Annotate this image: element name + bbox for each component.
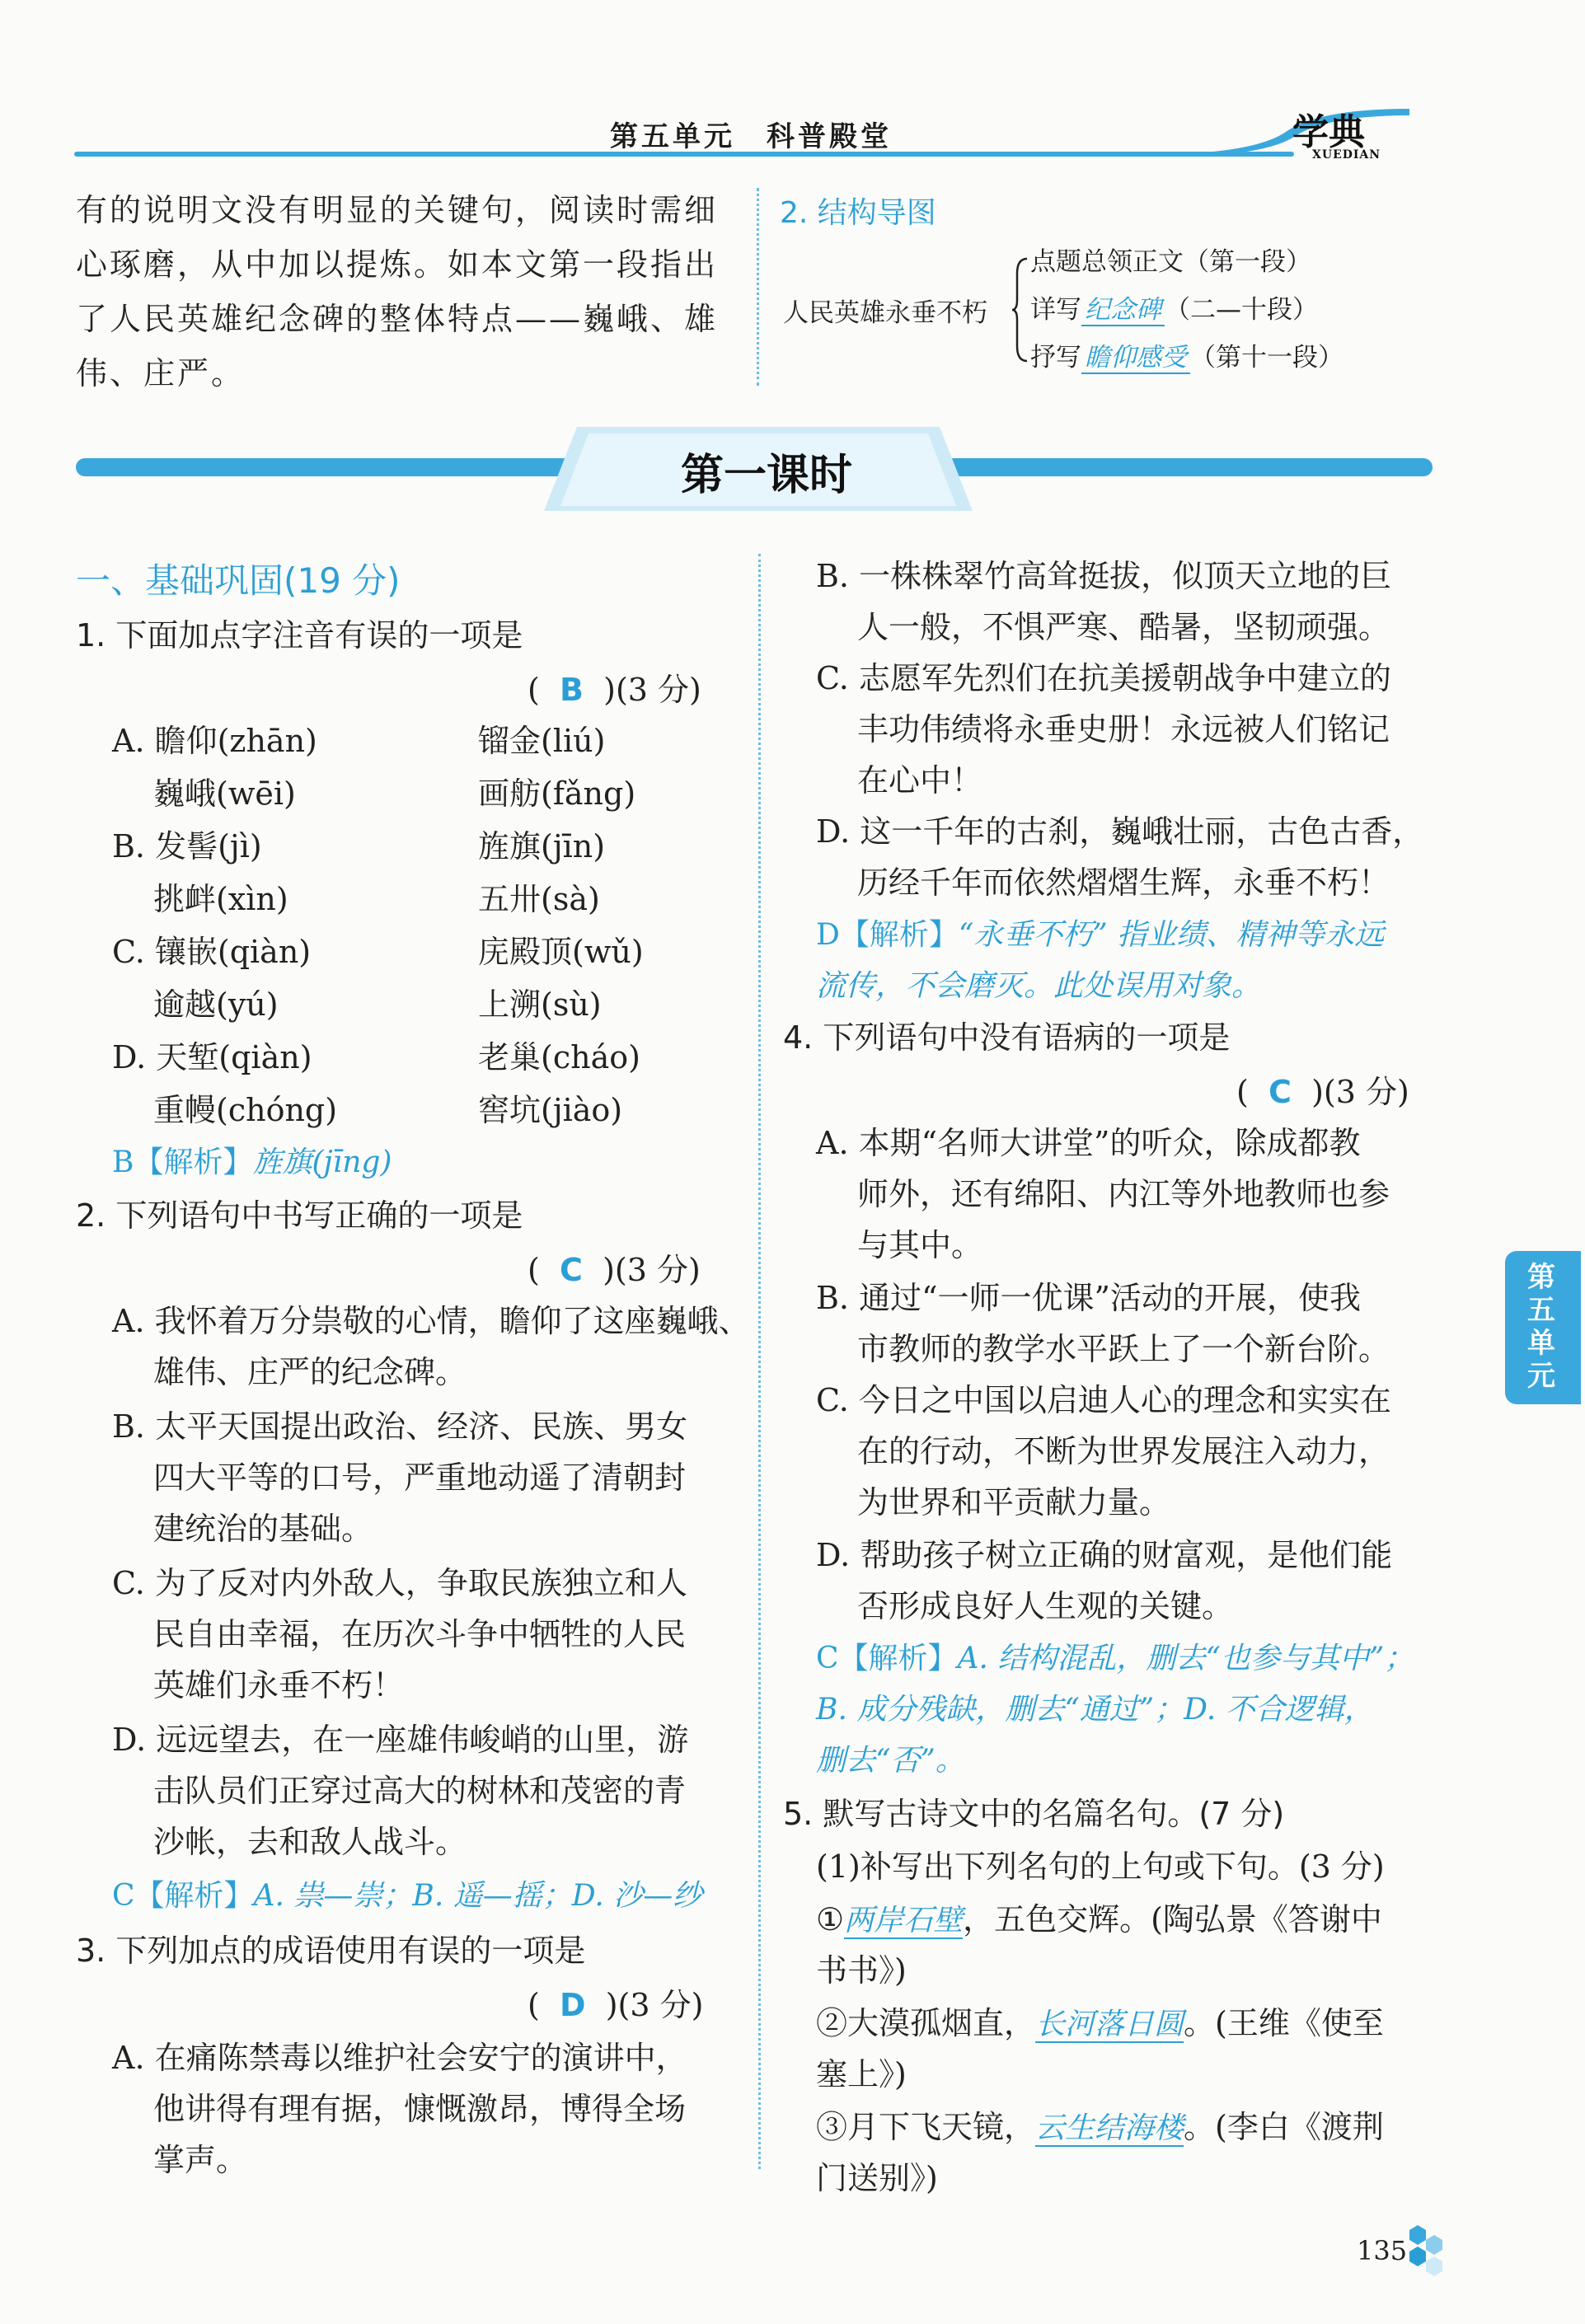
q3-answer: D	[560, 1987, 586, 2023]
q1-option: 上溯(sù)	[478, 986, 602, 1023]
q3-option-line: B. 一株株翠竹高耸挺拔，似顶天立地的巨	[816, 558, 1392, 594]
q3-option-line: D. 这一千年的古刹，巍峨壮丽，古色古香，	[816, 813, 1424, 850]
lesson-title: 第一课时	[680, 451, 852, 500]
logo-text: 学典	[1292, 111, 1365, 153]
q2-score: )(3 分)	[603, 1252, 701, 1288]
q1-option: 老巢(cháo)	[478, 1039, 640, 1075]
q1-option: 五卅(sà)	[478, 881, 600, 917]
q2-answer: C	[560, 1252, 583, 1288]
section-title: 一、基础巩固(19 分)	[76, 560, 401, 601]
structure-branch-1: 点题总领正文（第一段）	[1030, 247, 1311, 277]
paren-open: (	[528, 1987, 540, 2023]
analysis-text: A. 祟—崇；B. 遥—摇；D. 沙—纱	[253, 1879, 703, 1913]
q4-option-line: 市教师的教学水平跃上了一个新台阶。	[857, 1331, 1390, 1367]
q4-answer-box	[1236, 1066, 1409, 1112]
analysis-text: “永垂不朽” 指业绩、精神等永远	[958, 918, 1385, 952]
q1-answer-box	[528, 664, 701, 710]
item-text: ，五色交辉。(陶弘景《答谢中	[963, 1901, 1382, 1937]
page-number: 135	[1357, 2235, 1408, 2266]
q2-option-line: 四大平等的口号，严重地动遥了清朝封	[153, 1460, 687, 1496]
q2-answer-box	[528, 1244, 701, 1290]
q5-item-2-cont: 塞上》)	[816, 2056, 907, 2092]
q4-option-line: 为世界和平贡献力量。	[857, 1484, 1171, 1520]
branch-range: （二—十段）	[1165, 295, 1318, 325]
q2-option-line: 沙帐，去和敌人战斗。	[153, 1824, 467, 1860]
analysis-text: A. 结构混乱，删去“也参与其中”；	[957, 1642, 1414, 1675]
q4-stem: 4. 下列语句中没有语病的一项是	[783, 1019, 1231, 1056]
q5-item-3	[816, 2101, 1384, 2154]
q4-analysis-cont: B. 成分残缺，删去“通过”；D. 不合逻辑，	[816, 1693, 1374, 1727]
answer-fill: 云生结海楼	[1035, 2111, 1184, 2145]
item-text: ②大漠孤烟直，	[816, 2005, 1036, 2041]
analysis-tag: C【解析】	[816, 1642, 958, 1675]
q3-answer-box	[528, 1980, 703, 2025]
q4-analysis	[816, 1633, 1414, 1684]
intro-line: 伟、庄严。	[76, 355, 246, 391]
answer-fill: 瞻仰感受	[1081, 343, 1190, 374]
q2-option-line: 建统治的基础。	[153, 1511, 373, 1547]
q5-item-1	[816, 1894, 1382, 1947]
q2-option-line: 民自由幸福，在历次斗争中牺牲的人民	[153, 1616, 687, 1652]
q1-option: 挑衅(xìn)	[153, 881, 288, 917]
q4-option-line: 否形成良好人生观的关键。	[857, 1588, 1234, 1624]
q4-answer: C	[1268, 1074, 1292, 1110]
q3-score: )(3 分)	[605, 1987, 704, 2023]
branch-label: 抒写	[1030, 343, 1081, 372]
q3-option-line: 在心中！	[857, 762, 983, 799]
q5-stem: 5. 默写古诗文中的名篇名句。(7 分)	[783, 1796, 1285, 1832]
q1-option: A. 瞻仰(zhān)	[112, 723, 317, 759]
q1-analysis	[112, 1137, 392, 1188]
q5-item-3-cont: 门送别》)	[816, 2160, 938, 2196]
q1-option: 窖坑(jiào)	[478, 1092, 623, 1128]
intro-line: 心琢磨，从中加以提炼。如本文第一段指出	[76, 246, 719, 283]
brace-icon	[1012, 257, 1029, 363]
structure-root: 人民英雄永垂不朽	[783, 298, 987, 328]
q2-option-line: B. 太平天国提出政治、经济、民族、男女	[112, 1408, 688, 1445]
structure-branch-2	[1030, 288, 1318, 326]
header-title: 第五单元 科普殿堂	[610, 120, 892, 153]
q4-option-line: 师外，还有绵阳、内江等外地教师也参	[857, 1176, 1390, 1212]
q1-answer: B	[560, 672, 584, 708]
q1-score: )(3 分)	[603, 672, 701, 708]
branch-range: （第十一段）	[1190, 343, 1343, 372]
q4-option-line: B. 通过“一师一优课”活动的开展，使我	[816, 1280, 1361, 1316]
hexagon-decoration-icon	[1401, 2222, 1451, 2279]
column-divider-top	[757, 188, 759, 386]
q2-option-line: D. 远远望去，在一座雄伟峻峭的山里，游	[112, 1722, 689, 1758]
item-text: 。(李白《渡荆	[1184, 2109, 1384, 2145]
answer-fill: 纪念碑	[1081, 295, 1165, 326]
answer-fill: 两岸石壁	[844, 1904, 964, 1937]
q5-item-2	[816, 1998, 1384, 2050]
q3-option-line: 人一般，不惧严寒、酷暑，坚韧顽强。	[857, 609, 1390, 645]
analysis-tag: C【解析】	[112, 1879, 254, 1913]
intro-paragraph	[76, 183, 735, 401]
column-divider	[758, 554, 761, 2169]
structure-title: 2. 结构导图	[780, 196, 936, 230]
item-text: ③月下飞天镜，	[816, 2109, 1036, 2145]
item-number: ①	[816, 1901, 845, 1937]
q1-option: C. 镶嵌(qiàn)	[112, 934, 312, 970]
q3-option-line: A. 在痛陈禁毒以维护社会安宁的演讲中，	[112, 2040, 687, 2076]
q3-analysis-cont: 流传，不会磨灭。此处误用对象。	[816, 969, 1262, 1003]
q1-option: D. 天堑(qiàn)	[112, 1039, 312, 1075]
logo-subtext: XUEDIAN	[1312, 148, 1381, 162]
q4-option-line: C. 今日之中国以启迪人心的理念和实实在	[816, 1382, 1391, 1418]
q1-option: 旌旗(jīn)	[478, 828, 606, 864]
q2-option-line: C. 为了反对内外敌人，争取民族独立和人	[112, 1565, 687, 1601]
structure-branch-3	[1030, 336, 1343, 373]
q2-option-line: 雄伟、庄严的纪念碑。	[153, 1354, 467, 1390]
q1-option: 巍峨(wēi)	[153, 775, 296, 812]
q1-option: 镏金(liú)	[478, 723, 606, 759]
q4-option-line: 与其中。	[857, 1227, 983, 1263]
q5-item-1-cont: 书书》)	[816, 1952, 907, 1989]
q1-option: 画舫(fǎng)	[478, 775, 636, 812]
intro-line: 有的说明文没有明显的关键句，阅读时需细	[76, 192, 719, 228]
branch-label: 详写	[1030, 295, 1081, 325]
analysis-tag: B【解析】	[112, 1146, 253, 1179]
q1-option: 逾越(yú)	[153, 986, 279, 1023]
q4-option-line: A. 本期“名师大讲堂”的听众，除成都教	[816, 1125, 1361, 1161]
analysis-text: 旌旗(jīng)	[252, 1146, 392, 1179]
q4-option-line: 在的行动，不断为世界发展注入动力，	[857, 1433, 1390, 1469]
unit-side-tab-label: 第五单元	[1527, 1261, 1555, 1393]
q3-option-line: 掌声。	[153, 2142, 248, 2178]
q1-option: 庑殿顶(wǔ)	[478, 934, 644, 970]
q1-stem: 1. 下面加点字注音有误的一项是	[76, 617, 523, 654]
item-text: 。(王维《使至	[1184, 2005, 1384, 2041]
analysis-tag: D【解析】	[816, 918, 959, 952]
q3-option-line: 历经千年而依然熠熠生辉，永垂不朽！	[857, 864, 1390, 901]
paren-open: (	[528, 672, 540, 708]
q1-option: 重幔(chóng)	[153, 1092, 338, 1128]
q4-score: )(3 分)	[1311, 1074, 1409, 1110]
publisher-logo	[1278, 99, 1418, 165]
q4-analysis-cont: 删去“否”。	[816, 1744, 965, 1778]
q1-option: B. 发髻(jì)	[112, 828, 262, 864]
q3-option-line: 他讲得有理有据，慷慨激昂，博得全场	[153, 2091, 687, 2127]
paren-open: (	[1236, 1074, 1249, 1110]
q2-option-line: 击队员们正穿过高大的树林和茂密的青	[153, 1773, 687, 1809]
q2-option-line: 英雄们永垂不朽！	[153, 1667, 405, 1703]
q2-stem: 2. 下列语句中书写正确的一项是	[76, 1197, 523, 1234]
q3-analysis	[816, 910, 1384, 961]
paren-open: (	[528, 1252, 540, 1288]
q3-stem: 3. 下列加点的成语使用有误的一项是	[76, 1933, 586, 1969]
q2-analysis	[112, 1871, 702, 1922]
q5-sub: (1)补写出下列名句的上句或下句。(3 分)	[816, 1848, 1385, 1885]
q2-option-line: A. 我怀着万分祟敬的心情，瞻仰了这座巍峨、	[112, 1303, 750, 1339]
q4-option-line: D. 帮助孩子树立正确的财富观，是他们能	[816, 1537, 1393, 1573]
q3-option-line: C. 志愿军先烈们在抗美援朝战争中建立的	[816, 660, 1391, 696]
q3-option-line: 丰功伟绩将永垂史册！永远被人们铭记	[857, 711, 1390, 747]
answer-fill: 长河落日圆	[1035, 2008, 1184, 2041]
intro-line: 了人民英雄纪念碑的整体特点——巍峨、雄	[76, 301, 719, 337]
